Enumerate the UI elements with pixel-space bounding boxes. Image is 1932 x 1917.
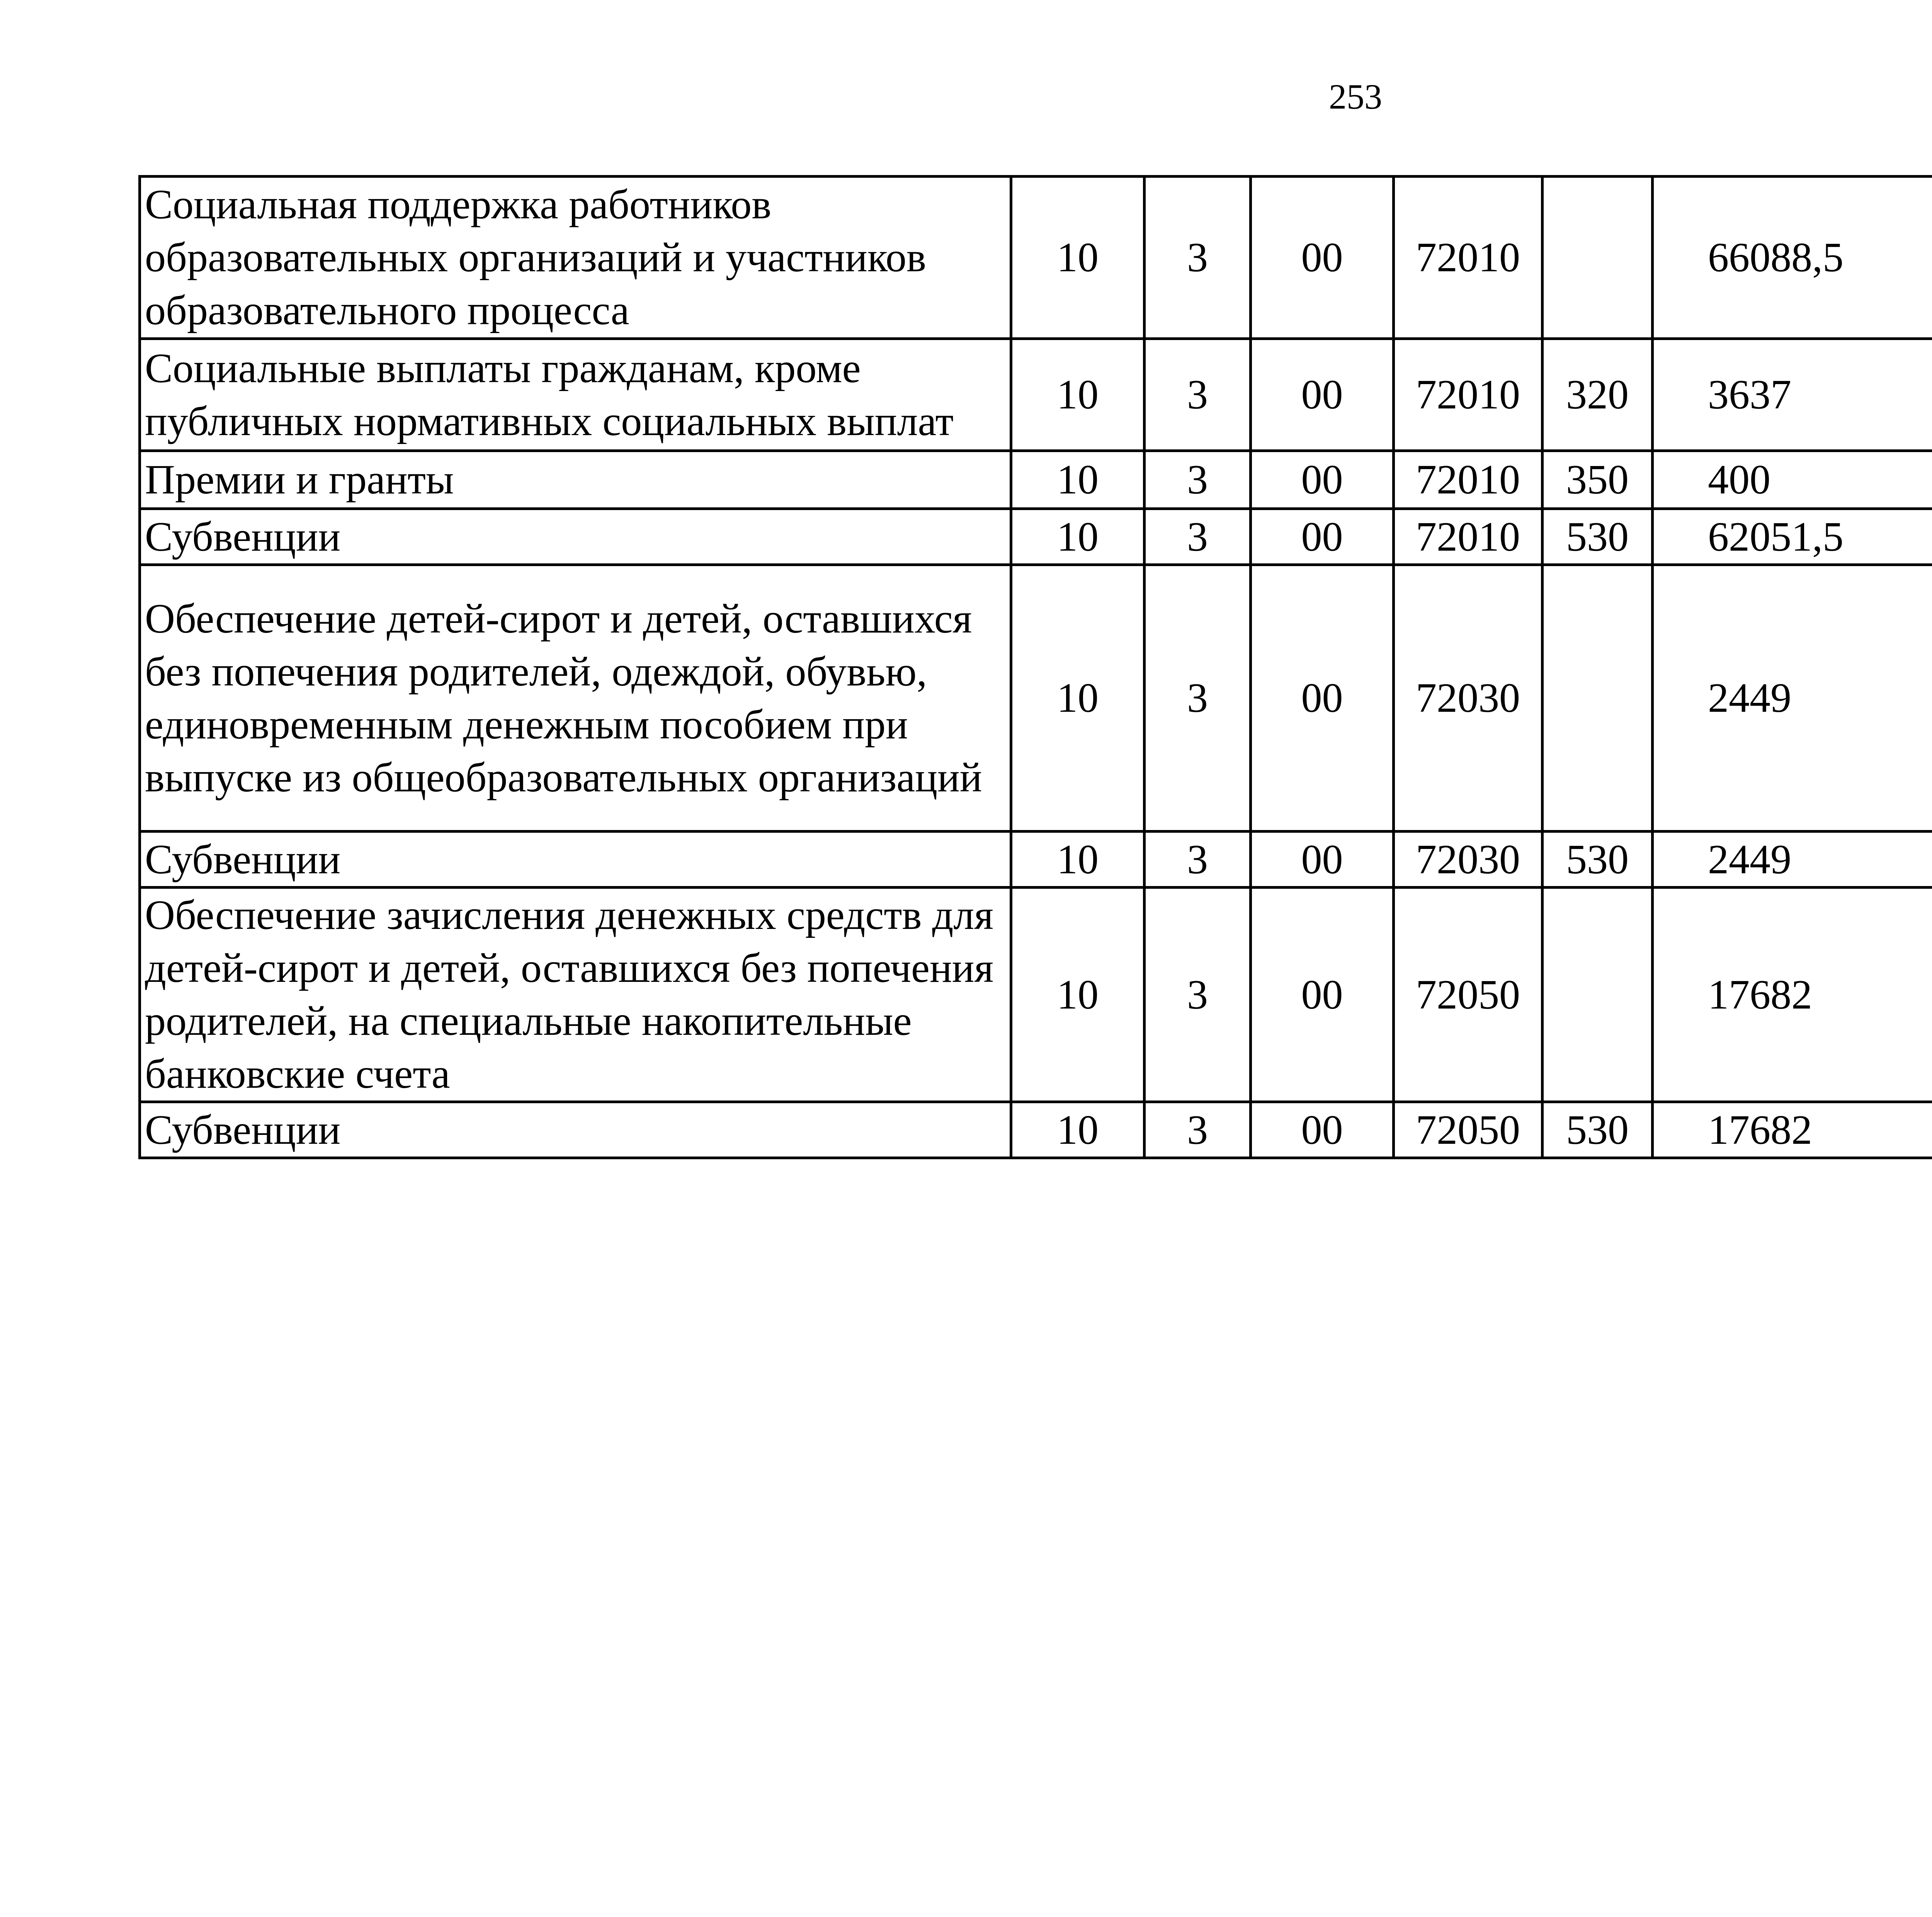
- table-row: [140, 177, 1932, 339]
- table-row: [140, 451, 1932, 509]
- target-article-code: 72010: [1394, 509, 1543, 565]
- table-row: [140, 339, 1932, 451]
- row-name: Социальная поддержка работников образовательных организаций и участников образовательного процесса: [140, 177, 1011, 339]
- target-article-code: 72030: [1394, 565, 1543, 832]
- razdel-code: 10: [1011, 451, 1145, 509]
- amount-year-1: 17682: [1653, 888, 1932, 1102]
- expense-type-code: [1543, 565, 1653, 832]
- row-name: Обеспечение зачисления денежных средств для детей-сирот и детей, оставшихся без попечения родителей, на специальные накопительные банковские счета: [140, 888, 1011, 1102]
- expense-type-code: 530: [1543, 1102, 1653, 1158]
- podrazdel-code: 3: [1145, 509, 1251, 565]
- amount-year-1: 2449: [1653, 832, 1932, 888]
- amount-year-1: 17682: [1653, 1102, 1932, 1158]
- row-name: Субвенции: [140, 832, 1011, 888]
- razdel-code: 10: [1011, 1102, 1145, 1158]
- program-code: 00: [1251, 888, 1394, 1102]
- table-row: [140, 565, 1932, 832]
- row-name: Субвенции: [140, 1102, 1011, 1158]
- program-code: 00: [1251, 177, 1394, 339]
- expense-type-code: 350: [1543, 451, 1653, 509]
- target-article-code: 72050: [1394, 888, 1543, 1102]
- podrazdel-code: 3: [1145, 888, 1251, 1102]
- podrazdel-code: 3: [1145, 177, 1251, 339]
- razdel-code: 10: [1011, 565, 1145, 832]
- page-number: 253: [1329, 77, 1382, 116]
- podrazdel-code: 3: [1145, 339, 1251, 451]
- amount-year-1: 66088,5: [1653, 177, 1932, 339]
- podrazdel-code: 3: [1145, 832, 1251, 888]
- table-row: [140, 509, 1932, 565]
- table-row: [140, 1102, 1932, 1158]
- program-code: 00: [1251, 565, 1394, 832]
- razdel-code: 10: [1011, 888, 1145, 1102]
- row-name: Субвенции: [140, 509, 1011, 565]
- target-article-code: 72030: [1394, 832, 1543, 888]
- amount-year-1: 62051,5: [1653, 509, 1932, 565]
- podrazdel-code: 3: [1145, 1102, 1251, 1158]
- target-article-code: 72010: [1394, 177, 1543, 339]
- budget-table: [138, 175, 1932, 1159]
- expense-type-code: 320: [1543, 339, 1653, 451]
- razdel-code: 10: [1011, 509, 1145, 565]
- expense-type-code: [1543, 888, 1653, 1102]
- program-code: 00: [1251, 832, 1394, 888]
- amount-year-1: 2449: [1653, 565, 1932, 832]
- program-code: 00: [1251, 1102, 1394, 1158]
- program-code: 00: [1251, 509, 1394, 565]
- program-code: 00: [1251, 451, 1394, 509]
- row-name: Премии и гранты: [140, 451, 1011, 509]
- expense-type-code: [1543, 177, 1653, 339]
- target-article-code: 72050: [1394, 1102, 1543, 1158]
- expense-type-code: 530: [1543, 832, 1653, 888]
- razdel-code: 10: [1011, 832, 1145, 888]
- row-name: Социальные выплаты гражданам, кроме публичных нормативных социальных выплат: [140, 339, 1011, 451]
- podrazdel-code: 3: [1145, 451, 1251, 509]
- expense-type-code: 530: [1543, 509, 1653, 565]
- row-name: Обеспечение детей-сирот и детей, оставшихся без попечения родителей, одеждой, обувью, единовременным денежным пособием при выпуске из общеобразовательных организаций: [140, 565, 1011, 832]
- target-article-code: 72010: [1394, 451, 1543, 509]
- table-row: [140, 888, 1932, 1102]
- razdel-code: 10: [1011, 339, 1145, 451]
- table-row: [140, 832, 1932, 888]
- amount-year-1: 400: [1653, 451, 1932, 509]
- target-article-code: 72010: [1394, 339, 1543, 451]
- program-code: 00: [1251, 339, 1394, 451]
- podrazdel-code: 3: [1145, 565, 1251, 832]
- amount-year-1: 3637: [1653, 339, 1932, 451]
- razdel-code: 10: [1011, 177, 1145, 339]
